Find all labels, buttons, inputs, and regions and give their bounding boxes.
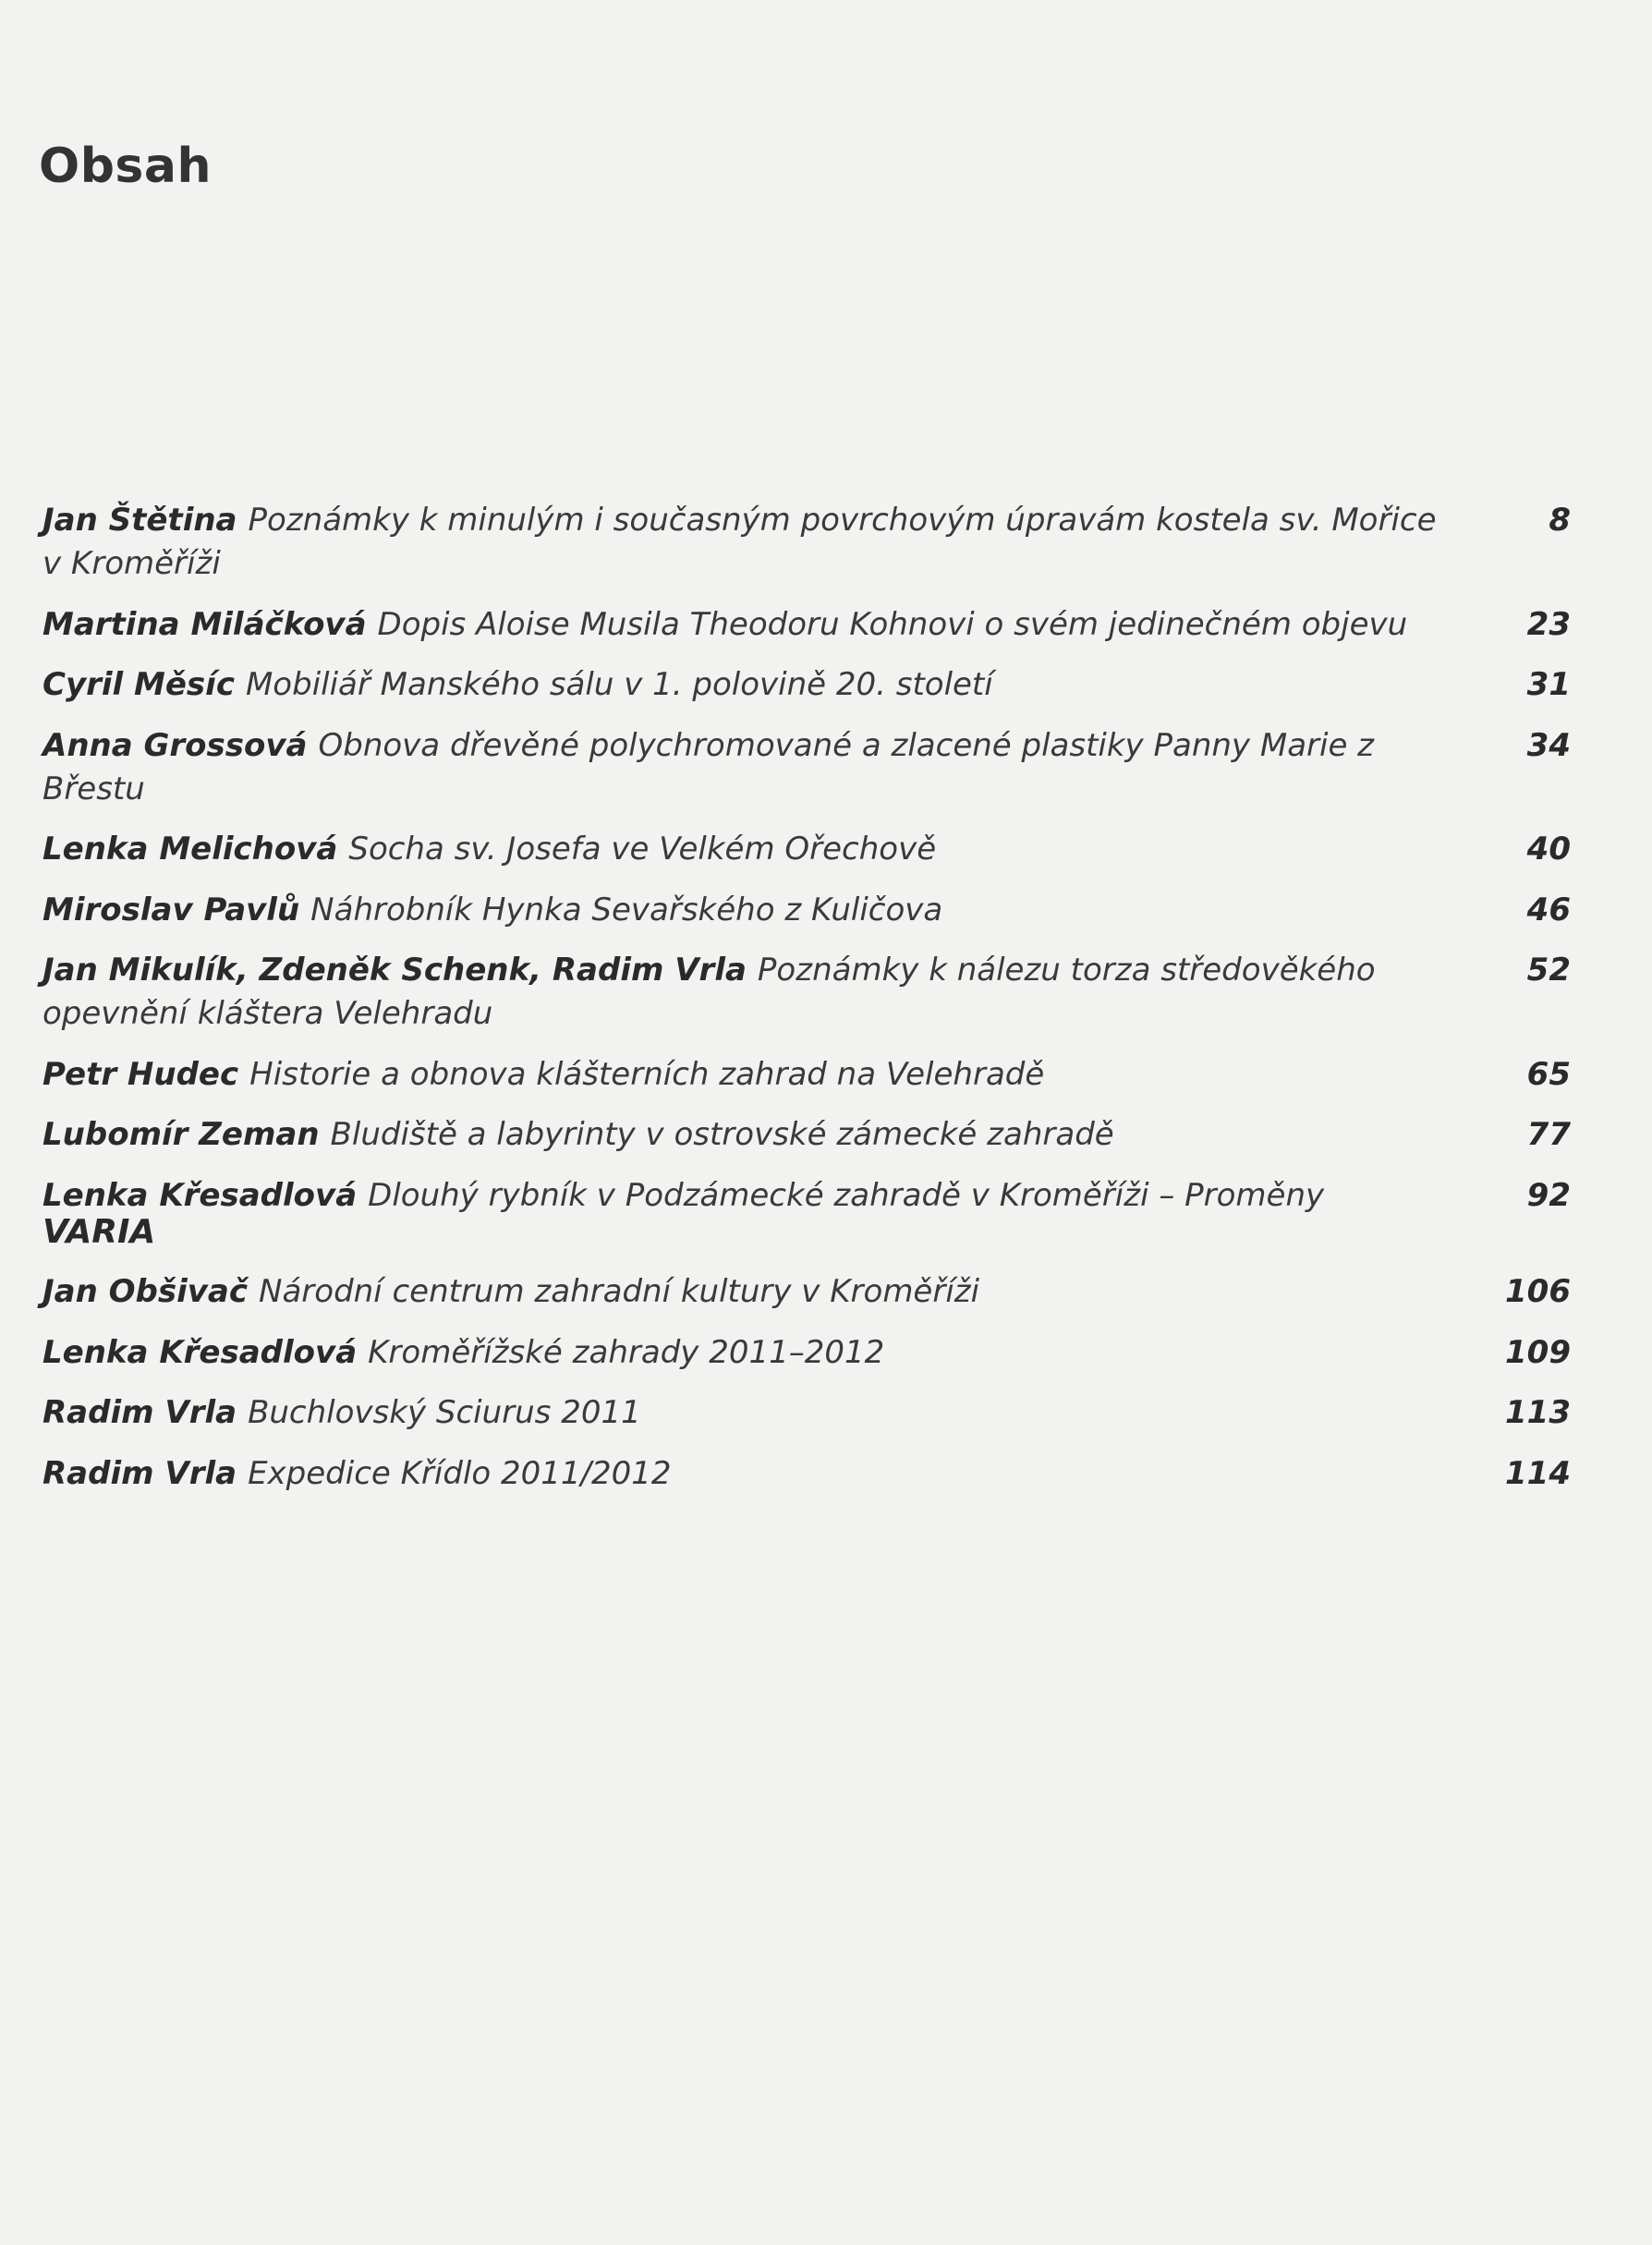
toc-entry xyxy=(43,499,1571,586)
toc-entry xyxy=(43,828,1571,871)
toc-title: Buchlovský Sciurus 2011 xyxy=(248,1394,641,1431)
toc-author: Miroslav Pavlů xyxy=(43,891,300,928)
toc-entry xyxy=(43,949,1571,1036)
toc-entry-text xyxy=(43,1331,1571,1375)
toc-entry xyxy=(43,663,1571,707)
toc-page-number: 31 xyxy=(1526,666,1571,703)
toc-title: Dlouhý rybník v Podzámecké zahradě v Kroměříži – Proměny xyxy=(368,1176,1325,1214)
toc-entry xyxy=(43,1331,1571,1375)
toc-author: Lubomír Zeman xyxy=(43,1116,320,1153)
toc-entry-text xyxy=(43,1391,1571,1435)
toc-page-number: 77 xyxy=(1526,1116,1571,1153)
toc-entry-text xyxy=(43,949,1571,1036)
toc-page-number: 34 xyxy=(1526,726,1571,764)
toc-author: Radim Vrla xyxy=(43,1454,237,1492)
toc-title: Národní centrum zahradní kultury v Kroměříži xyxy=(259,1273,980,1310)
section-heading: VARIA xyxy=(43,1213,156,1251)
toc-entry-text xyxy=(43,499,1571,586)
toc-page-number: 8 xyxy=(1549,502,1571,539)
toc-entry xyxy=(43,1452,1571,1496)
table-of-contents xyxy=(43,499,1571,1234)
toc-title: Poznámky k nálezu torza středověkého opevnění kláštera Velehradu xyxy=(43,952,1376,1032)
toc-entry-text xyxy=(43,1270,1571,1314)
toc-page-number: 65 xyxy=(1526,1055,1571,1093)
toc-title: Expedice Křídlo 2011/2012 xyxy=(248,1454,672,1492)
toc-entry xyxy=(43,603,1571,647)
toc-entry-text xyxy=(43,1113,1571,1157)
toc-author: Petr Hudec xyxy=(43,1055,239,1093)
toc-title: Obnova dřevěné polychromované a zlacené plastiky Panny Marie z Břestu xyxy=(43,726,1375,807)
toc-entry xyxy=(43,1270,1571,1314)
toc-title: Bludiště a labyrinty v ostrovské zámecké zahradě xyxy=(330,1116,1114,1153)
toc-page-number: 114 xyxy=(1505,1454,1571,1492)
toc-page-number: 106 xyxy=(1505,1273,1571,1310)
toc-page-number: 52 xyxy=(1526,952,1571,989)
toc-author: Radim Vrla xyxy=(43,1394,237,1431)
toc-page-number: 92 xyxy=(1526,1176,1571,1214)
toc-entry xyxy=(43,889,1571,932)
toc-entry xyxy=(43,1113,1571,1157)
page-title: Obsah xyxy=(39,139,212,194)
toc-entry-text xyxy=(43,889,1571,932)
toc-entry-text xyxy=(43,1053,1571,1097)
toc-entry-text xyxy=(43,1452,1571,1496)
toc-title: Historie a obnova klášterních zahrad na Velehradě xyxy=(249,1055,1045,1093)
toc-page-number: 40 xyxy=(1526,831,1571,868)
toc-entry-text xyxy=(43,724,1571,811)
toc-title: Mobiliář Manského sálu v 1. polovině 20. století xyxy=(245,666,993,703)
toc-entry xyxy=(43,1391,1571,1435)
varia-section xyxy=(43,1210,1571,1512)
toc-author: Jan Mikulík, Zdeněk Schenk, Radim Vrla xyxy=(43,952,747,989)
toc-author: Anna Grossová xyxy=(43,726,308,764)
toc-author: Lenka Melichová xyxy=(43,831,338,868)
toc-author: Lenka Křesadlová xyxy=(43,1333,358,1371)
toc-title: Socha sv. Josefa ve Velkém Ořechově xyxy=(348,831,937,868)
toc-author: Cyril Měsíc xyxy=(43,666,235,703)
toc-author: Jan Štětina xyxy=(43,502,237,539)
toc-page-number: 46 xyxy=(1526,891,1571,928)
toc-author: Jan Obšivač xyxy=(43,1273,249,1310)
toc-author: Martina Miláčková xyxy=(43,605,367,643)
toc-page-number: 109 xyxy=(1505,1333,1571,1371)
toc-entry-text xyxy=(43,663,1571,707)
toc-title: Poznámky k minulým i současným povrchovým úpravám kostela sv. Mořice v Kroměříži xyxy=(43,502,1437,582)
toc-entry xyxy=(43,724,1571,811)
toc-page-number: 113 xyxy=(1505,1394,1571,1431)
toc-entry-text xyxy=(43,828,1571,871)
toc-entry-text xyxy=(43,603,1571,647)
toc-title: Dopis Aloise Musila Theodoru Kohnovi o svém jedinečném objevu xyxy=(377,605,1408,643)
toc-title: Náhrobník Hynka Sevařského z Kuličova xyxy=(310,891,943,928)
toc-title: Kroměřížské zahrady 2011–2012 xyxy=(368,1333,885,1371)
toc-page-number: 23 xyxy=(1526,605,1571,643)
toc-entry xyxy=(43,1053,1571,1097)
toc-author: Lenka Křesadlová xyxy=(43,1176,358,1214)
